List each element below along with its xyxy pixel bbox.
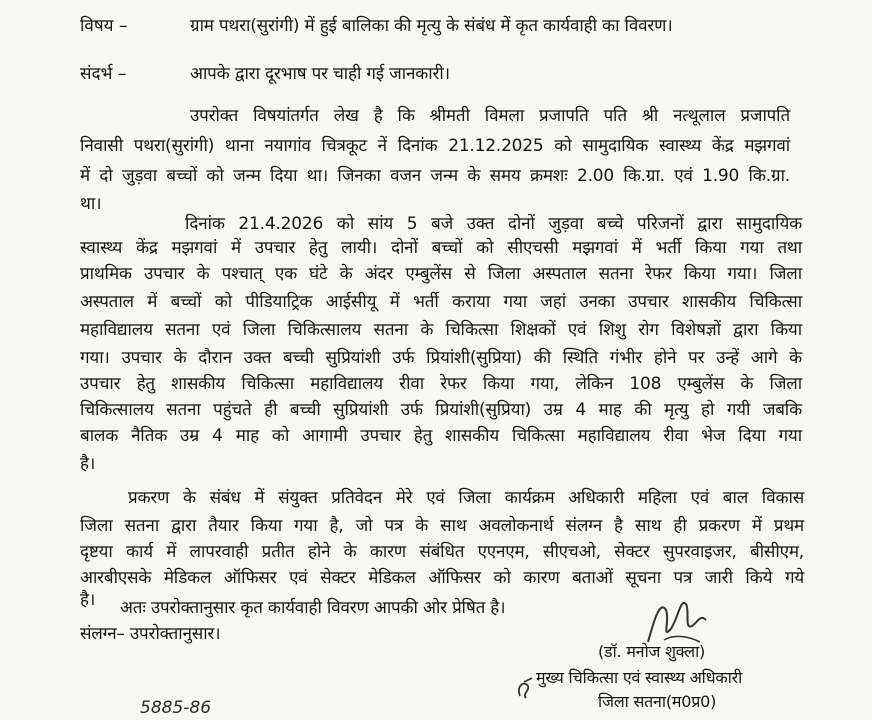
paragraph-line: अस्पताल में बच्चों को पीडियाट्रिक आईसीयू में भर्ती कराया गया जहां उनका उपचार शासकीय चिकित्सा xyxy=(80,292,802,312)
paragraph-line: में दो जुड़वा बच्चों को जन्म दिया था। जिनका वजन जन्म के समय क्रमशः 2.00 कि.ग्रा. एवं 1.90 कि.ग्रा. xyxy=(80,166,790,186)
subject-text: ग्राम पथरा(सुरांगी) में हुई बालिका की मृत्यु के संबंध में कृत कार्यवाही का विवरण। xyxy=(190,16,673,36)
paragraph-line: स्वास्थ्य केंद्र मझगवां में उपचार हेतु लायी। दोनों बच्चों को सीएचसी मझगवां में भर्ती किया गया तथा xyxy=(80,238,802,258)
paragraph-line: प्रकरण के संबंध में संयुक्त प्रतिवेदन मेरे एवं जिला कार्यक्रम अधिकारी महिला एवं बाल विकास xyxy=(128,488,804,508)
signatory-designation: मुख्य चिकित्सा एवं स्वास्थ्य अधिकारी xyxy=(536,668,743,687)
paragraph-line: गया। उपचार के दौरान उक्त बच्ची सुप्रियांशी उर्फ प्रियांशी(सुप्रिया) की स्थिति गंभीर होने पर उन्हें आगे के xyxy=(80,348,802,368)
paragraph-line: है। xyxy=(80,454,96,474)
subject-label: विषय – xyxy=(80,16,128,36)
signatory-name: (डॉ. मनोज शुक्ला) xyxy=(598,642,706,661)
paragraph-line: था। xyxy=(80,194,102,214)
reference-text: आपके द्वारा दूरभाष पर चाही गई जानकारी। xyxy=(190,64,450,84)
paragraph-line: उपरोक्त विषयांतर्गत लेख है कि श्रीमती विमला प्रजापति पति श्री नत्थूलाल प्रजापति xyxy=(190,106,791,126)
paragraph-line: है। xyxy=(80,590,96,610)
paragraph-line: जिला सतना द्वारा तैयार किया गया है, जो पत्र के साथ अवलोकनार्थ संलग्न है साथ ही प्रकरण में प्रथम xyxy=(80,516,804,536)
paragraph-line: चिकित्सालय सतना पहुंचते ही बच्ची सुप्रियांशी उर्फ प्रियांशी(सुप्रिया) उम्र 4 माह की मृत्यु हो गयी जबकि xyxy=(80,400,802,420)
signatory-office: जिला सतना(म0प्र0) xyxy=(598,692,717,711)
handwritten-number: 5885-86 xyxy=(140,698,212,718)
reference-label: संदर्भ – xyxy=(80,64,127,84)
paragraph-line: प्राथमिक उपचार के पश्चात् एक घंटे के अंदर एम्बुलेंस से जिला अस्पताल सतना रेफर किया गया। जिला xyxy=(80,264,802,284)
paragraph-line: आरबीएसके मेडिकल ऑफिसर एवं सेक्टर मेडिकल ऑफिसर को कारण बताओं सूचना पत्र जारी किये गये xyxy=(80,568,804,588)
paragraph-line: दृष्टया कार्य में लापरवाही प्रतीत होने के कारण संबंधित एएनएम, सीएचओ, सेक्टर सुपरवाइजर, बीसीएम, xyxy=(80,542,804,562)
paragraph-line: निवासी पथरा(सुरांगी) थाना नयागांव चित्रकूट नें दिनांक 21.12.2025 को सामुदायिक स्वास्थ्य केंद्र मझगवां xyxy=(80,136,790,156)
handwritten-initial-mark xyxy=(514,676,536,700)
closing-line: अतः उपरोक्तानुसार कृत कार्यवाही विवरण आपकी ओर प्रेषित है। xyxy=(120,598,506,618)
paragraph-line: बालक नैतिक उम्र 4 माह को आगामी उपचार हेतु शासकीय चिकित्सा महाविद्यालय रीवा भेज दिया गया xyxy=(80,426,802,446)
paragraph-line: दिनांक 21.4.2026 को सांय 5 बजे उक्त दोनों जुड़वा बच्चे परिजनों द्वारा सामुदायिक xyxy=(185,214,802,234)
enclosure-line: संलग्न– उपरोक्तानुसार। xyxy=(80,624,221,644)
paragraph-line: उपचार हेतु शासकीय चिकित्सा महाविद्यालय रीवा रेफर किया गया, लेकिन 108 एम्बुलेंस के जिला xyxy=(80,374,802,394)
paragraph-line: महाविद्यालय सतना एवं जिला चिकित्सालय सतना के चिकित्सा शिक्षकों एवं शिशु रोग विशेषज्ञों द्वारा किया xyxy=(80,320,802,340)
